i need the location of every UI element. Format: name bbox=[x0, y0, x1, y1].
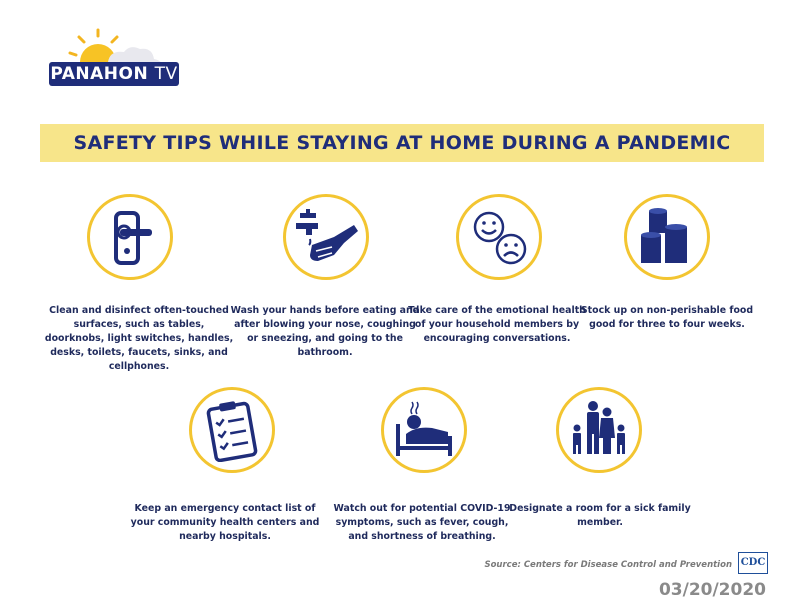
tip-icon-circle bbox=[556, 387, 642, 473]
tip-icon-circle bbox=[381, 387, 467, 473]
tip-icon-circle bbox=[624, 194, 710, 280]
emotion-faces-icon bbox=[467, 205, 531, 269]
tip-text: Stock up on non-perishable food good for three to four weeks. bbox=[580, 305, 754, 330]
source-credit: Source: Centers for Disease Control and Prevention bbox=[484, 560, 732, 570]
food-cans-icon bbox=[635, 205, 699, 269]
publish-date: 03/20/2020 bbox=[658, 580, 766, 600]
tip-text: Watch out for potential COVID-19 symptoms, such as fever, cough, and shortness of breathing. bbox=[333, 503, 511, 542]
tip-text: Take care of the emotional health of your household members by encouraging conversations. bbox=[408, 305, 586, 344]
hand-washing-icon bbox=[294, 205, 358, 269]
panahon-tv-logo: PANAHON TV bbox=[50, 64, 178, 84]
clipboard-checklist-icon bbox=[200, 398, 264, 462]
tip-icon-circle bbox=[283, 194, 369, 280]
family-icon bbox=[567, 398, 631, 462]
tip-text: Clean and disinfect often-touched surfaces, such as tables, doorknobs, light switches, handles, desks, toilets, faucets, sinks, and cellphones. bbox=[44, 305, 234, 372]
page-title: SAFETY TIPS WHILE STAYING AT HOME DURING A PANDEMIC bbox=[73, 132, 731, 154]
tip-text: Keep an emergency contact list of your community health centers and nearby hospitals. bbox=[130, 503, 320, 542]
cdc-logo: CDC bbox=[738, 552, 768, 574]
tip-text: Wash your hands before eating and after blowing your nose, coughing or sneezing, and going to the bathroom. bbox=[230, 305, 420, 358]
tip-icon-circle bbox=[87, 194, 173, 280]
tip-text: Designate a room for a sick family member. bbox=[509, 503, 691, 528]
tip-icon-circle bbox=[456, 194, 542, 280]
tip-icon-circle bbox=[189, 387, 275, 473]
sick-person-bed-icon bbox=[392, 398, 456, 462]
door-handle-icon bbox=[98, 205, 162, 269]
